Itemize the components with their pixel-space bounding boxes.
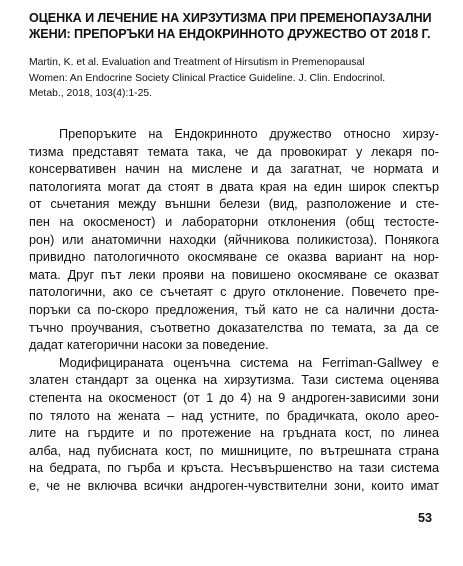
paragraph-line: Модифицираната оценъчна система на Ferriman-Gallwey е — [59, 355, 439, 370]
paragraph-line: консервативен начин на мислене и да загатнат, че нормата и — [29, 162, 439, 177]
paragraph-line: от сьчетания между външни белези (вид, разположение и сте- — [29, 197, 439, 212]
paragraph-2 — [29, 355, 439, 496]
paragraph-line: привидно патологичното окосмяване се оказва вариант на нор- — [29, 250, 439, 265]
paragraph-line: рон) или анатомични находки (яйчникова поликистоза). Понякога — [29, 232, 439, 247]
paragraph-line: поръки са по-скоро предложения, тъй като не са налични доста- — [29, 302, 439, 317]
paragraph-line: лите на гърдите и по протежение на гръдната кост, по линеа — [29, 426, 439, 441]
paragraph-line: алба, над пубисната кост, по мишниците, по вътрешната страна — [29, 443, 439, 458]
paragraph-line: тъчно проучвания, съответно доказателства по темата, за да се — [29, 320, 439, 335]
paragraph-line: по тялото на жената – над устните, по брадичката, около арео- — [29, 408, 439, 423]
citation-line: Women: An Endocrine Society Clinical Practice Guideline. J. Clin. Endocrinol. — [29, 72, 386, 84]
paragraph-line: пен на окосменост) и лабораторни отклонения (общ тестосте- — [29, 214, 439, 229]
title-line: ОЦЕНКА И ЛЕЧЕНИЕ НА ХИРЗУТИЗМА ПРИ ПРЕМЕНОПАУЗАЛНИ — [29, 11, 432, 25]
paragraph-line: мата. Друг път леки прояви на повишено окосмяване се оказват — [29, 267, 439, 282]
citation-line: Martin, K. et al. Evaluation and Treatment of Hirsutism in Premenopausal — [29, 57, 365, 68]
paragraph-line: златен стандарт за оценка на хирзутизма. Тази система оценява — [29, 373, 439, 388]
paragraph-line: на бедрата, по гърба и кръста. Несъвършенство на тази система — [29, 461, 439, 476]
paragraph-line: патологията могат да стоят в двата края на един широк спектър — [29, 179, 439, 194]
paragraph-line: е, че не включва всички андроген-чувствителни зони, които имат — [29, 478, 439, 493]
paragraph-line: Препоръките на Ендокринното дружество относно хирзу- — [59, 127, 439, 141]
body-text — [29, 126, 439, 495]
paragraph-line: тизма представят темата така, че да провокират у лекаря по- — [29, 144, 439, 159]
paragraph-line: дадат категорични насоки за поведение. — [29, 338, 269, 353]
paragraph-1 — [29, 126, 439, 355]
title-line: ЖЕНИ: ПРЕПОРЪКИ НА ЕНДОКРИННОТО ДРУЖЕСТВО ОТ 2018 Г. — [29, 27, 431, 41]
paragraph-line: патологични, ако се съчетаят с друго отклонение. Повечето пре- — [29, 285, 439, 300]
article-title — [29, 10, 439, 42]
citation-line: Metab., 2018, 103(4):1-25. — [29, 88, 153, 99]
paragraph-line: степента на окосменост (от 1 до 4) на 9 андроген-зависими зони — [29, 390, 439, 405]
page-number: 53 — [418, 511, 433, 525]
citation-reference — [29, 55, 439, 102]
